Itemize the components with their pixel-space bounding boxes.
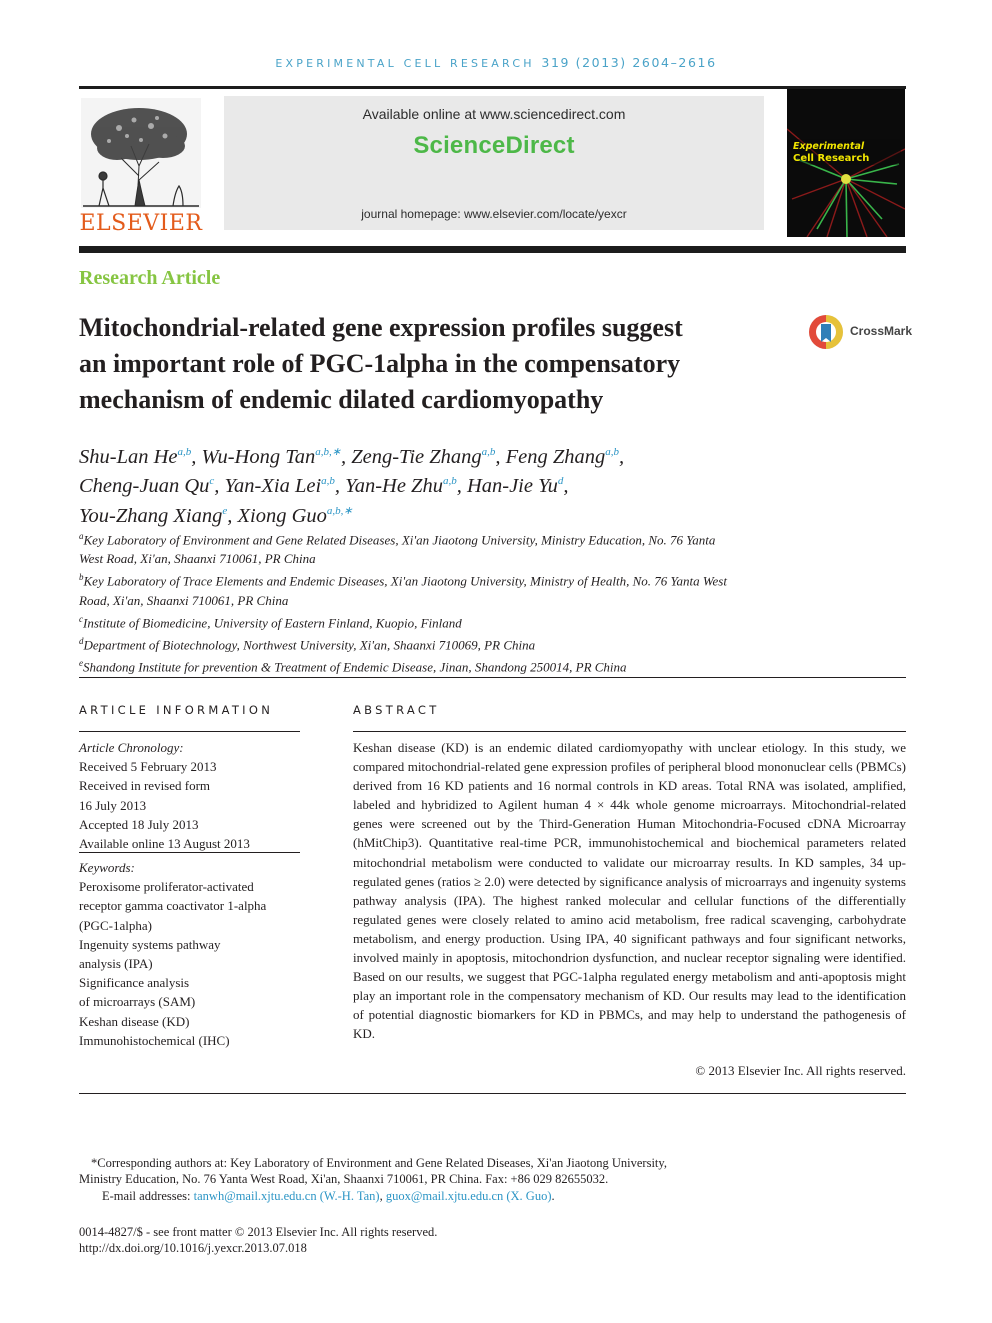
keyword-item: Significance analysis bbox=[79, 975, 190, 991]
article-info-rule bbox=[79, 852, 300, 853]
keywords bbox=[79, 858, 300, 1050]
affiliation-text: Key Laboratory of Environment and Gene Related Diseases, Xi'an Jiaotong University, Ministry Education, No. 76 Yanta bbox=[83, 532, 716, 548]
abstract-rule bbox=[353, 731, 906, 732]
bottom-notes bbox=[79, 1224, 679, 1257]
author-name[interactable]: Shu-Lan He bbox=[79, 445, 178, 468]
chronology-label: Article Chronology: bbox=[79, 740, 184, 755]
author-affiliation-marker[interactable]: c bbox=[209, 475, 215, 488]
chronology-item: 16 July 2013 bbox=[79, 797, 147, 813]
chronology-item: Accepted 18 July 2013 bbox=[79, 816, 199, 832]
author-name[interactable]: Feng Zhang bbox=[505, 445, 606, 468]
author-name[interactable]: Zeng-Tie Zhang bbox=[351, 445, 482, 468]
header-bottom-rule bbox=[79, 246, 906, 253]
header-top-rule bbox=[79, 86, 906, 89]
corresponding-address: *Corresponding authors at: Key Laboratory of Environment and Gene Related Diseases, Xi'an Jiaotong University, bbox=[91, 1156, 667, 1170]
keyword-item: Immunohistochemical (IHC) bbox=[79, 1032, 230, 1048]
affiliation-text: Road, Xi'an, Shaanxi 710061, PR China bbox=[79, 592, 289, 608]
keyword-item: receptor gamma coactivator 1-alpha bbox=[79, 898, 267, 914]
affiliation-b bbox=[79, 568, 799, 609]
chronology-item: Available online 13 August 2013 bbox=[79, 836, 250, 852]
doi-link[interactable]: http://dx.doi.org/10.1016/j.yexcr.2013.07.018 bbox=[79, 1241, 307, 1256]
affiliation-d bbox=[79, 632, 799, 654]
front-matter-note: 0014-4827/$ - see front matter © 2013 Elsevier Inc. All rights reserved. bbox=[79, 1225, 438, 1239]
abstract-copyright: © 2013 Elsevier Inc. All rights reserved. bbox=[695, 1063, 906, 1078]
author-name[interactable]: Cheng-Juan Qu bbox=[79, 475, 210, 498]
author-affiliation-marker[interactable]: a,b bbox=[442, 475, 457, 488]
abstract-heading: ABSTRACT bbox=[353, 703, 440, 717]
author-affiliation-marker[interactable]: a,b bbox=[481, 446, 496, 458]
keyword-item: Ingenuity systems pathway bbox=[79, 936, 221, 952]
email-label: E-mail addresses: bbox=[102, 1188, 191, 1203]
keyword-item: of microarrays (SAM) bbox=[79, 994, 196, 1010]
article-chronology bbox=[79, 738, 300, 853]
affiliation-text: Shandong Institute for prevention & Treatment of Endemic Disease, Jinan, Shandong 250014, PR China bbox=[83, 659, 627, 675]
author-separator: , bbox=[619, 445, 625, 468]
corresponding-author-footnote bbox=[79, 1155, 759, 1204]
journal-homepage[interactable]: journal homepage: www.elsevier.com/locate/yexcr bbox=[361, 207, 627, 221]
chronology-item: Received in revised form bbox=[79, 778, 211, 794]
author-affiliation-marker[interactable]: a,b,∗ bbox=[315, 446, 341, 458]
author-separator: , bbox=[191, 445, 202, 468]
author-line bbox=[79, 469, 799, 498]
affiliation-text: Key Laboratory of Trace Elements and Endemic Diseases, Xi'an Jiaotong University, Ministry of Health, No. 76 Yanta West bbox=[83, 573, 727, 589]
email-link-tan[interactable]: tanwh@mail.xjtu.edu.cn (W.-H. Tan) bbox=[193, 1188, 380, 1203]
author-separator: , bbox=[456, 475, 467, 498]
abstract-text: Keshan disease (KD) is an endemic dilated cardiomyopathy with unclear etiology. In this study, we compared mitochondrial-related gene expression profiles of peripheral blood mononuclear cells (PBMCs) derived from 16 KD patients and 16 normal controls in KD areas. Total RNA was isolated, amplified, labeled and hybridized to Agilent human 4 × 44k whole genome microarrays. Mitochondrial-related genes were screened out by the Third-Generation Human Mitochondria-Focused cDNA Microarray (hMitChip3). Quantitative real-time PCR, immunohistochemical and biochemical parameters related mitochondrial metabolism were conducted to validate our microarray results. In KD samples, 34 up-regulated genes (ratios ≥ 2.0) were detected by significance analysis of microarrays and ingenuity systems pathway analysis (IPA). The highest ranked molecular and cellular functions of the differentially regulated genes were closely related to amino acid metabolism, free radical scavenging, carbohydrate metabolism, and energy production. Using IPA, 40 significant pathways and four significant networks, involved mainly in apoptosis, mitochondrion dysfunction, and nuclear receptor signaling were identified. Based on our results, we suggest that PGC-1alpha regulated energy metabolism and anti-apoptosis might play an important role in the compensatory mechanism of KD. Our results may lead to the identification of potential diagnostic biomarkers for KD in PBMCs, and may help to understand the pathogenesis of KD. bbox=[353, 740, 906, 1042]
running-head bbox=[0, 55, 992, 70]
author-separator: , bbox=[563, 475, 569, 498]
keyword-item: (PGC-1alpha) bbox=[79, 917, 152, 933]
author-line bbox=[79, 440, 799, 469]
keyword-item: Keshan disease (KD) bbox=[79, 1013, 190, 1029]
keywords-label: Keywords: bbox=[79, 860, 135, 875]
footnote-divider bbox=[79, 1093, 906, 1094]
author-name[interactable]: Yan-Xia Lei bbox=[224, 475, 322, 498]
author-name[interactable]: You-Zhang Xiang bbox=[79, 504, 223, 527]
article-title bbox=[79, 310, 799, 418]
affiliation-text: Department of Biotechnology, Northwest University, Xi'an, Shaanxi 710069, PR China bbox=[83, 637, 536, 653]
affiliation-c bbox=[79, 610, 799, 632]
title-line: mechanism of endemic dilated cardiomyopathy bbox=[79, 385, 604, 414]
author-list bbox=[79, 440, 799, 528]
author-separator: , bbox=[495, 445, 506, 468]
author-affiliation-marker[interactable]: a,b bbox=[321, 475, 335, 488]
author-separator: , bbox=[214, 475, 225, 498]
author-name[interactable]: Yan-He Zhu bbox=[345, 475, 443, 498]
article-type: Research Article bbox=[79, 267, 221, 289]
article-info-rule bbox=[79, 731, 300, 732]
section-divider bbox=[79, 677, 906, 678]
journal-citation: 319 (2013) 2604–2616 bbox=[541, 55, 717, 70]
author-name[interactable]: Wu-Hong Tan bbox=[201, 445, 316, 468]
elsevier-wordmark: ELSEVIER bbox=[79, 211, 203, 236]
author-separator: , bbox=[340, 445, 352, 468]
affiliation-marker: a bbox=[79, 531, 84, 541]
affiliation-list bbox=[79, 527, 799, 677]
email-link-guo[interactable]: guox@mail.xjtu.edu.cn (X. Guo) bbox=[385, 1188, 552, 1203]
keyword-item: analysis (IPA) bbox=[79, 956, 153, 972]
affiliation-a bbox=[79, 527, 799, 568]
author-affiliation-marker[interactable]: a,b bbox=[605, 446, 620, 458]
email-line: E-mail addresses: tanwh@mail.xjtu.edu.cn (W.-H. Tan), guox@mail.xjtu.edu.cn (X. Guo). bbox=[102, 1188, 555, 1203]
author-affiliation-marker[interactable]: d bbox=[557, 475, 564, 488]
available-online-text: Available online at www.sciencedirect.com bbox=[362, 106, 626, 122]
affiliation-marker: c bbox=[79, 613, 83, 624]
author-separator: , bbox=[227, 504, 238, 527]
title-line: an important role of PGC-1alpha in the compensatory bbox=[79, 349, 681, 378]
affiliation-text: West Road, Xi'an, Shaanxi 710061, PR China bbox=[79, 551, 316, 567]
article-info-heading: ARTICLE INFORMATION bbox=[79, 703, 274, 717]
author-name[interactable]: Han-Jie Yu bbox=[466, 475, 558, 498]
title-line: Mitochondrial-related gene expression profiles suggest bbox=[79, 313, 683, 342]
chronology-item: Received 5 February 2013 bbox=[79, 759, 217, 775]
author-affiliation-marker[interactable]: e bbox=[222, 504, 228, 517]
corresponding-address-cont: Ministry Education, No. 76 Yanta West Road, Xi'an, Shaanxi 710061, PR China. Fax: +86 029 82655032. bbox=[79, 1172, 609, 1187]
author-affiliation-marker[interactable]: a,b,∗ bbox=[326, 504, 353, 517]
journal-cover-image bbox=[787, 89, 905, 237]
journal-name: EXPERIMENTAL CELL RESEARCH bbox=[275, 57, 535, 70]
crossmark-label: CrossMark bbox=[850, 324, 913, 338]
affiliation-e bbox=[79, 654, 799, 676]
author-name[interactable]: Xiong Guo bbox=[237, 504, 327, 527]
affiliation-text: Institute of Biomedicine, University of Eastern Finland, Kuopio, Finland bbox=[83, 614, 462, 630]
author-separator: , bbox=[334, 475, 346, 498]
cover-title-line2: Cell Research bbox=[793, 153, 870, 164]
sciencedirect-logo[interactable]: ScienceDirect bbox=[413, 132, 575, 159]
keyword-item: Peroxisome proliferator-activated bbox=[79, 879, 254, 895]
affiliation-marker: b bbox=[79, 572, 84, 583]
affiliation-marker: d bbox=[79, 635, 84, 646]
cover-title-line1: Experimental bbox=[793, 141, 865, 152]
author-affiliation-marker[interactable]: a,b bbox=[177, 446, 192, 458]
affiliation-marker: e bbox=[79, 658, 83, 669]
author-line bbox=[79, 499, 799, 528]
